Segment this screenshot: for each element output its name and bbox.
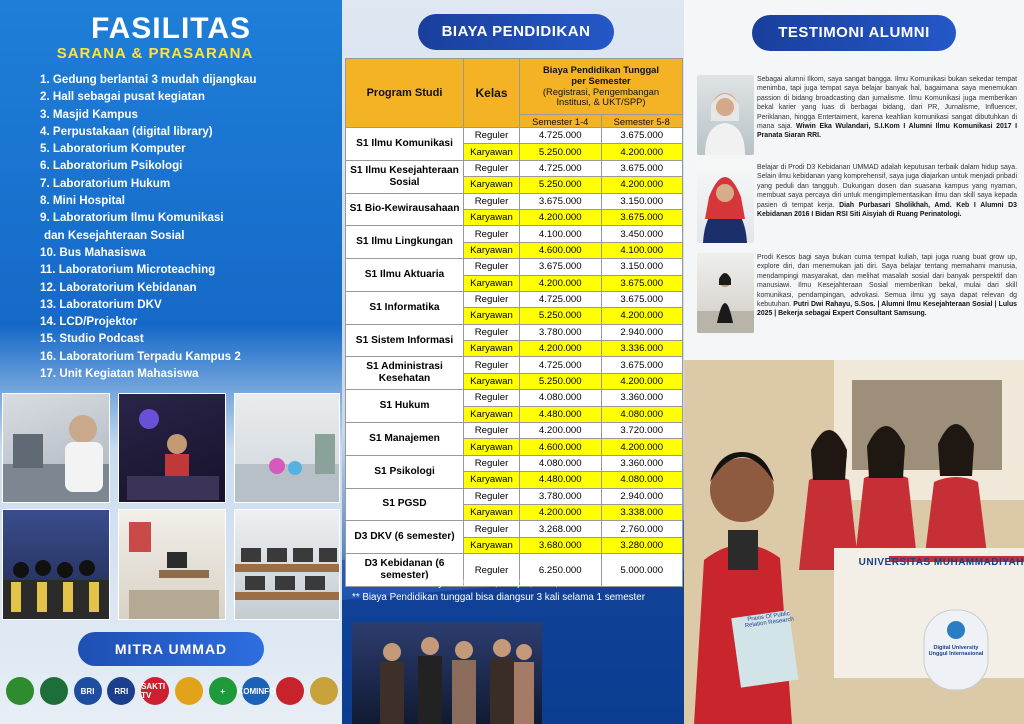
facilities-subtitle: SARANA & PRASARANA <box>56 45 254 62</box>
fee-sem2-cell: 3.338.000 <box>601 504 683 520</box>
fee-sem2-cell: 4.200.000 <box>601 308 683 324</box>
photo-lab-microscope <box>2 393 110 503</box>
fee-sem1-cell: 3.675.000 <box>520 193 602 209</box>
fee-sem1-cell: 3.675.000 <box>520 259 602 275</box>
fee-table <box>345 58 683 587</box>
table-row <box>346 226 683 242</box>
class-cell: Reguler <box>464 291 520 307</box>
program-name: S1 Informatika <box>346 291 464 324</box>
program-name: S1 Ilmu Kesejahteraan Sosial <box>346 160 464 193</box>
photo-computer-office <box>118 509 226 620</box>
testimonial-3-body: Prodi Kesos bagi saya bukan cuma tempat kuliah, tapi juga ruang buat grow up, explore diri, dan menemukan jati diri. Saya belajar tentang memahami manusia, mendampingi masyarakat, dan melihat masalah sosial dari banyak perspektif dan manusiawi. Ilmu Kesejahteraan Sosial memberikan bekal, mulai dari skill komunikasi, pendampingan, advokasi. Semua ilmu yg saya dapat relevan dg kebutuhan. <box>757 254 1017 309</box>
fee-sem2-cell: 3.675.000 <box>601 275 683 291</box>
fee-sem1-cell: 4.725.000 <box>520 357 602 373</box>
class-cell: Karyawan <box>464 177 520 193</box>
testimonial-2-photo <box>697 163 754 243</box>
fee-sem1-cell: 5.250.000 <box>520 177 602 193</box>
class-cell: Karyawan <box>464 275 520 291</box>
class-cell: Reguler <box>464 423 520 439</box>
program-name: S1 Sistem Informasi <box>346 324 464 357</box>
pillar-text: Digital University Unggul Internasional <box>928 645 984 657</box>
fee-sem1-cell: 4.600.000 <box>520 242 602 258</box>
fee-sem2-cell: 4.200.000 <box>601 439 683 455</box>
hand-logo <box>175 677 203 705</box>
fee-sem2-cell: 4.200.000 <box>601 144 683 160</box>
header-fee-line3: (Registrasi, Pengembangan <box>542 85 660 97</box>
header-sem1: Semester 1-4 <box>520 115 602 128</box>
fee-sem2-cell: 3.675.000 <box>601 291 683 307</box>
table-row <box>346 455 683 471</box>
fee-sem2-cell: 4.200.000 <box>601 373 683 389</box>
testimonial-3 <box>697 253 1017 337</box>
facility-item: 3. Masjid Kampus <box>40 107 138 121</box>
fee-sem1-cell: 3.780.000 <box>520 488 602 504</box>
fee-sem2-cell: 3.336.000 <box>601 341 683 357</box>
fee-sem2-cell: 3.675.000 <box>601 357 683 373</box>
facility-item: 16. Laboratorium Terpadu Kampus 2 <box>40 349 241 363</box>
class-cell: Karyawan <box>464 439 520 455</box>
table-row <box>346 259 683 275</box>
facility-item: dan Kesejahteraan Sosial <box>44 228 185 242</box>
fee-sem2-cell: 3.720.000 <box>601 423 683 439</box>
facilities-panel <box>0 0 342 724</box>
photo-play-room <box>234 393 340 503</box>
fee-sem1-cell: 5.250.000 <box>520 373 602 389</box>
fee-sem2-cell: 4.100.000 <box>601 242 683 258</box>
facility-item: 11. Laboratorium Microteaching <box>40 263 216 277</box>
program-name: S1 Administrasi Kesehatan <box>346 357 464 390</box>
fee-sem1-cell: 4.725.000 <box>520 160 602 176</box>
facility-item: 1. Gedung berlantai 3 mudah dijangkau <box>40 73 257 86</box>
class-cell: Karyawan <box>464 537 520 553</box>
photo-graduation <box>2 509 110 620</box>
table-row <box>346 423 683 439</box>
class-cell: Karyawan <box>464 209 520 225</box>
facility-item: 12. Laboratorium Kebidanan <box>40 280 197 294</box>
testimonial-1-author: Wiwin Eka Wulandari, S.I.Kom I Alumni Ilmu Komunikasi 2017 I Pranata Siaran RRI. <box>757 123 1017 140</box>
testimonial-1-photo <box>697 75 754 155</box>
fee-note-1: *Tidak termasuk biaya Praktikum, Skripsi, KKN, dan Wisuda <box>352 578 613 589</box>
class-cell: Karyawan <box>464 504 520 520</box>
header-fee-line4: Institusi, & UKT/SPP) <box>556 96 646 108</box>
class-cell: Karyawan <box>464 341 520 357</box>
bri-logo: BRI <box>74 677 102 705</box>
program-name: S1 Psikologi <box>346 455 464 488</box>
table-row <box>346 291 683 307</box>
fee-sem1-cell: 4.200.000 <box>520 341 602 357</box>
regional-seal-logo <box>6 677 34 705</box>
testimonial-2 <box>697 163 1017 247</box>
program-name: S1 PGSD <box>346 488 464 521</box>
photo-podcast-studio <box>118 393 226 503</box>
fee-sem2-cell: 3.675.000 <box>601 128 683 144</box>
table-row <box>346 390 683 406</box>
fee-sem1-cell: 6.250.000 <box>520 554 602 587</box>
testimonial-2-author: Diah Purbasari Sholikhah, Amd. Keb I Alumni D3 Kebidanan 2016 I Bidan RSI Siti Aisyiah di Ruang Perinatologi. <box>757 201 1017 219</box>
fee-note-2: ** Biaya Pendidikan tunggal bisa diangsur 3 kali selama 1 semester <box>352 592 645 603</box>
header-sem2: Semester 5-8 <box>601 115 683 128</box>
fee-sem2-cell: 4.200.000 <box>601 177 683 193</box>
table-row <box>346 324 683 340</box>
header-fee <box>520 59 683 115</box>
kpu-logo <box>276 677 304 705</box>
fee-table-body <box>346 128 683 587</box>
header-fee-line2: per Semester <box>571 74 631 86</box>
class-cell: Reguler <box>464 128 520 144</box>
photo-award-ceremony <box>352 622 542 724</box>
building-sign: UNIVERSITAS MUHAMMADIYAH <box>858 557 1024 568</box>
facility-item: 14. LCD/Projektor <box>40 315 138 329</box>
program-name: S1 Manajemen <box>346 423 464 456</box>
class-cell: Reguler <box>464 259 520 275</box>
header-program: Program Studi <box>346 59 464 128</box>
fee-sem2-cell: 3.360.000 <box>601 390 683 406</box>
facility-item: 13. Laboratorium DKV <box>40 297 162 311</box>
garuda-logo <box>310 677 338 705</box>
rri-logo: RRI <box>107 677 135 705</box>
fee-sem2-cell: 2.940.000 <box>601 324 683 340</box>
class-cell: Reguler <box>464 554 520 587</box>
partner-logos <box>6 676 338 706</box>
partners-title: MITRA UMMAD <box>78 632 264 666</box>
facility-item: 15. Studio Podcast <box>40 332 144 346</box>
fee-sem1-cell: 3.680.000 <box>520 537 602 553</box>
program-name: S1 Bio-Kewirausahaan <box>346 193 464 226</box>
program-name: S1 Ilmu Aktuaria <box>346 259 464 292</box>
class-cell: Reguler <box>464 160 520 176</box>
fee-sem1-cell: 3.268.000 <box>520 521 602 537</box>
class-cell: Reguler <box>464 390 520 406</box>
program-name: S1 Hukum <box>346 390 464 423</box>
fee-sem1-cell: 4.725.000 <box>520 291 602 307</box>
class-cell: Karyawan <box>464 406 520 422</box>
testimonial-1-text <box>757 75 1017 141</box>
class-cell: Reguler <box>464 488 520 504</box>
class-cell: Reguler <box>464 324 520 340</box>
fee-sem1-cell: 4.480.000 <box>520 406 602 422</box>
fee-sem2-cell: 3.450.000 <box>601 226 683 242</box>
facilities-title: FASILITAS <box>90 12 252 45</box>
fee-sem1-cell: 3.780.000 <box>520 324 602 340</box>
fee-sem1-cell: 4.200.000 <box>520 209 602 225</box>
fee-sem1-cell: 4.725.000 <box>520 128 602 144</box>
class-cell: Reguler <box>464 226 520 242</box>
fee-sem1-cell: 4.200.000 <box>520 275 602 291</box>
fee-sem1-cell: 5.250.000 <box>520 308 602 324</box>
class-cell: Karyawan <box>464 144 520 160</box>
fee-sem1-cell: 4.080.000 <box>520 390 602 406</box>
header-class: Kelas <box>464 59 520 128</box>
fee-sem1-cell: 4.100.000 <box>520 226 602 242</box>
testimonial-3-text <box>757 253 1017 319</box>
class-cell: Reguler <box>464 521 520 537</box>
fee-sem1-cell: 4.200.000 <box>520 504 602 520</box>
testimonial-1-body: Sebagai alumni Ilkom, saya sangat bangga. Ilmu Komunikasi bukan sekedar tempat menimba, tapi juga tempat saya belajar banyak hal, bagaimana saya menemukan passion di bidang broadcasting dan jurnalisme. Ilmu Komunikasi juga memberikan bekal karier yang luas di berbagai bidang, dari PR, Jurnalisme, Influencer, Periklanan, hingga Entertaiment, karena keahlian komunikasi sangat dibutuhkan di mana saja. <box>757 76 1017 131</box>
facility-item: 10. Bus Mahasiswa <box>40 245 146 259</box>
testimonial-1 <box>697 75 1017 159</box>
table-row <box>346 357 683 373</box>
muhammadiyah-logo <box>40 677 68 705</box>
facility-item: 2. Hall sebagai pusat kegiatan <box>40 90 205 104</box>
class-cell: Karyawan <box>464 373 520 389</box>
fee-sem2-cell: 2.940.000 <box>601 488 683 504</box>
fees-title: BIAYA PENDIDIKAN <box>418 14 614 50</box>
fee-sem2-cell: 3.360.000 <box>601 455 683 471</box>
health-cross-logo: + <box>209 677 237 705</box>
fee-sem1-cell: 5.250.000 <box>520 144 602 160</box>
table-row <box>346 128 683 144</box>
table-row <box>346 521 683 537</box>
fee-sem2-cell: 3.150.000 <box>601 193 683 209</box>
class-cell: Reguler <box>464 357 520 373</box>
fee-sem1-cell: 4.080.000 <box>520 455 602 471</box>
fee-sem2-cell: 2.760.000 <box>601 521 683 537</box>
fee-sem2-cell: 3.280.000 <box>601 537 683 553</box>
table-row <box>346 160 683 176</box>
fee-sem2-cell: 5.000.000 <box>601 554 683 587</box>
facility-item: 8. Mini Hospital <box>40 194 126 208</box>
facility-item: 4. Perpustakaan (digital library) <box>40 124 213 138</box>
book-title: Praxis Of Public Relation Research <box>744 611 795 630</box>
facility-item: 9. Laboratorium Ilmu Komunikasi <box>40 211 224 225</box>
fee-sem2-cell: 4.080.000 <box>601 406 683 422</box>
testimonial-2-text <box>757 163 1017 219</box>
fee-sem1-cell: 4.480.000 <box>520 472 602 488</box>
facility-item: 5. Laboratorium Komputer <box>40 142 186 156</box>
fee-sem2-cell: 3.150.000 <box>601 259 683 275</box>
table-row <box>346 193 683 209</box>
testimonials-title: TESTIMONI ALUMNI <box>752 15 956 51</box>
table-row <box>346 488 683 504</box>
class-cell: Reguler <box>464 455 520 471</box>
class-cell: Karyawan <box>464 242 520 258</box>
facilities-list <box>40 71 256 382</box>
header-fee-line1: Biaya Pendidikan Tunggal <box>543 64 659 76</box>
facility-item: 17. Unit Kegiatan Mahasiswa <box>40 367 199 381</box>
class-cell: Karyawan <box>464 472 520 488</box>
program-name: D3 DKV (6 semester) <box>346 521 464 554</box>
kominfo-logo: KOMINFO <box>242 677 270 705</box>
class-cell: Reguler <box>464 193 520 209</box>
fee-sem2-cell: 3.675.000 <box>601 209 683 225</box>
fee-sem2-cell: 3.675.000 <box>601 160 683 176</box>
program-name: S1 Ilmu Lingkungan <box>346 226 464 259</box>
facility-item: 7. Laboratorium Hukum <box>40 176 171 190</box>
facility-item: 6. Laboratorium Psikologi <box>40 159 183 173</box>
sakti-tv-logo: SAKTI TV <box>141 677 169 705</box>
testimonial-3-photo <box>697 253 754 333</box>
photo-computer-lab <box>234 509 340 620</box>
fee-sem2-cell: 4.080.000 <box>601 472 683 488</box>
fee-sem1-cell: 4.600.000 <box>520 439 602 455</box>
program-name: D3 Kebidanan (6 semester) <box>346 554 464 587</box>
fee-sem1-cell: 4.200.000 <box>520 423 602 439</box>
testimonial-2-body: Belajar di Prodi D3 Kebidanan UMMAD adalah keputusan terbaik dalam hidup saya. Selain ilmu kebidanan yang komprehensif, saya juga diajarkan untuk menjadi pribadi yang peduli dan tangguh. Dukungan dosen dan suasana kampus yang nyaman, membuat saya percaya diri untuk mengimplementasikan ilmu dan skill saya kepada pasien di tempat kerja. <box>757 164 1017 209</box>
program-name: S1 Ilmu Komunikasi <box>346 128 464 161</box>
testimonial-3-author: Putri Dwi Rahayu, S.Sos. | Alumni Ilmu Kesejahteraan Sosial | Lulus 2025 | Bekerja sebagai Expert Consultant Samsung. <box>757 301 1017 318</box>
class-cell: Karyawan <box>464 308 520 324</box>
